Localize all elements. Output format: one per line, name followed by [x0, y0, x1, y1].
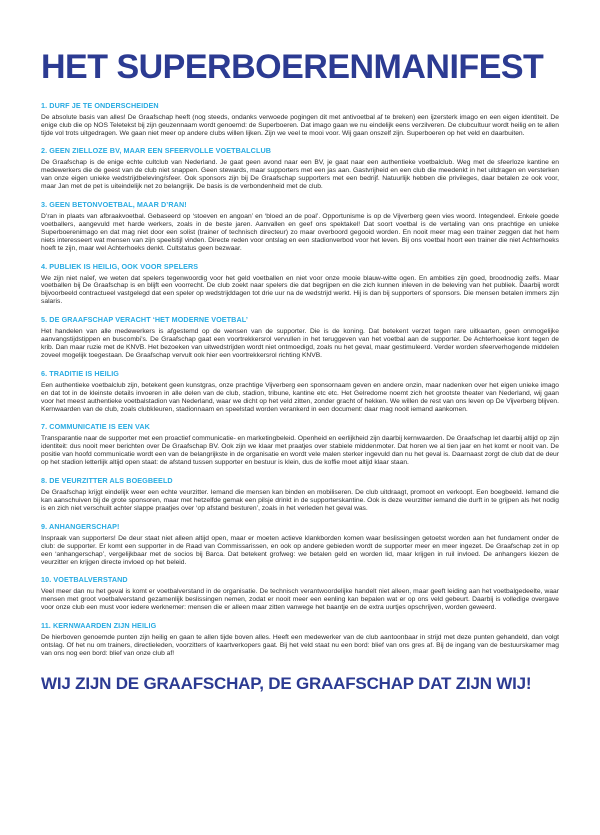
page-title: HET SUPERBOERENMANIFEST — [41, 48, 544, 86]
section-10-body: Veel meer dan nu het geval is komt er voetbalverstand in de organisatie. De technisch verantwoordelijke handelt niet alleen, maar geeft leiding aan het voetbalgedeelte, waar mensen met groot voetbalverstand gezamenlijk beslissingen nemen, zodat er nooit meer een eenling kan bepalen wat er op ons veld gebeurt. Daarbij is volledige overgave voor onze club een must voor iedere werknemer: mensen die er alleen maar zitten vanwege het baantje en de extra uurtjes opschrijven, worden geweerd. — [41, 588, 559, 612]
section-11-kernwaarden-zijn-heilig — [41, 621, 559, 658]
section-7-heading: 7. COMMUNICATIE IS EEN VAK — [41, 422, 150, 432]
section-7-body: Transparantie naar de supporter met een proactief communicatie- en marketingbeleid. Openheid en eerlijkheid zijn daarbij kernwaarden. De Graafschap let daarbij altijd op zijn identiteit: dus nooit meer berichten over De Graafschap BV. Ook zijn we klaar met praatjes over stabiele middenmoter. Dat horen we al tien jaar en het komt er nooit van. De positie van hoofd communicatie wordt een van de belangrijkste in de organisatie en wordt vele malen sterker ingevuld dan nu het geval is. Daarnaast zorgt de club dat de deur op het stadion letterlijk altijd open staat: de afstand tussen supporter en bestuur is klein, dus de koffie moet altijd klaar staan. — [41, 435, 559, 467]
section-8-heading: 8. DE VEURZITTER ALS BOEGBEELD — [41, 476, 173, 486]
section-4-body: We zijn niet naïef, we weten dat spelers tegenwoordig voor het geld voetballen en niet voor onze mooie blauw-witte ogen. En ambities zijn goed, broodnodig zelfs. Maar voetballen bij De Graafschap is en blijft een voorrecht. De club zoekt naar spelers die dat begrijpen en die zich kunnen inleven in de beleving van het publiek. Daarbij wordt bijvoorbeeld contractueel vastgelegd dat een speler op wedstrijddagen tot drie uur na de wedstrijd werkt. Hij is dan bij supporters of sponsors. Die mensen betalen immers zijn salaris. — [41, 274, 559, 306]
section-2-geen-zielloze-bv — [41, 146, 559, 191]
section-4-publiek-is-heilig — [41, 262, 559, 307]
section-4-heading: 4. PUBLIEK IS HEILIG, OOK VOOR SPELERS — [41, 261, 199, 271]
closing-slogan: WIJ ZIJN DE GRAAFSCHAP, DE GRAAFSCHAP DAT ZIJN WIJ! — [41, 673, 532, 693]
section-3-geen-betonvoetbal — [41, 200, 559, 253]
section-9-anhangerschap — [41, 522, 559, 567]
section-3-heading: 3. GEEN BETONVOETBAL, MAAR D’RAN! — [41, 200, 187, 210]
section-1-heading: 1. DURF JE TE ONDERSCHEIDEN — [41, 100, 159, 110]
section-2-body: De Graafschap is de enige echte cultclub van Nederland. Je gaat geen avond naar een BV, je gaat naar een authentieke voetbalclub. Weg met de sfeerloze kantine en medewerkers die de geest van de club niet snappen. Geen stewards, maar supporters met een jas aan. Gastvrijheid en een club die meedenkt in het uitdragen en versterken van onze eigen unieke wedstrijdbeleving/sfeer. Ook sponsors zijn bij De Graafschap supporters met een bedrijf. Natuurlijk hebben die privileges, daar betalen ze ook voor, maar Jan met de pet is uiteindelijk net zo belangrijk. De basis is de verbondenheid met de club. — [41, 159, 559, 191]
section-5-body: Het handelen van alle medewerkers is afgestemd op de wensen van de supporter. Die is de koning. Dat betekent verzet tegen rare uitkaarten, geen onmogelijke aanvangstijdstippen en buscombi’s. De Graafschap gaat een voortrekkersrol vervullen in het teruggeven van het voetbal aan de supporter. De Achterhoekse kont tegen de krib. Dan maar ruzie met de KNVB. Het bezoeken van uitwedstrijden wordt niet ontmoedigd, zoals nu het geval, maar gestimuleerd. Verder worden sfeerverhogende middelen zoveel mogelijk toegestaan. De Graafschap vervult ook hier een voortrekkersrol richting KNVB. — [41, 328, 559, 359]
section-10-voetbalverstand — [41, 575, 559, 612]
section-8-veurzitter-als-boegbeeld — [41, 476, 559, 513]
section-7-communicatie-is-een-vak — [41, 422, 559, 467]
section-11-heading: 11. KERNWAARDEN ZIJN HEILIG — [41, 621, 157, 631]
section-1-durf-je-te-onderscheiden — [41, 101, 559, 138]
section-5-veracht-moderne-voetbal — [41, 315, 559, 360]
section-8-body: De Graafschap krijgt eindelijk weer een echte veurzitter. Iemand die mensen kan binden en mobiliseren. De club uitdraagt, promoot en verkoopt. Een boegbeeld. Iemand die kan aanschuiven bij de grote sponsoren, maar met hetzelfde gemak een pilsje drinkt in de supporterskantine. Ook is deze veurzitter iemand die durft in te grijpen als het nodig is en zich niet verschuilt achter slappe praatjes over ‘op afstand besturen’, zoals in het verleden het geval was. — [41, 489, 559, 512]
section-11-body: De hierboven genoemde punten zijn heilig en gaan te allen tijde boven alles. Heeft een medewerker van de club aantoonbaar in strijd met deze punten gehandeld, dan volgt ontslag. Of het nu om trainers, directieleden, voorzitters of kaartverkopers gaat. Bij het veld staat nu een bord: blief van ons gres af. Bij de ingang van de bestuurskamer mag van ons nog een bord: blief van onze club af! — [41, 634, 559, 657]
section-6-body: Een authentieke voetbalclub zijn, betekent geen kunstgras, onze prachtige Vijverberg een sponsornaam geven en andere onzin, maar nadenken over het eigen unieke imago en dat tot in de kleinste details invoeren in alle delen van de club, stadion, tribune, kantine etc etc. Het Gelredome noemt zich het grootste theater van Nederland, wij gaan voor het meest authentieke voetbalstadion van Nederland, waar we dicht op het veld zitten, zonder gracht of hekken. We willen de rest van ons leven op De Vijverberg blijven. Kernwaarden van de club, zoals clubkleuren, stadionnaam en speelstad worden verankerd in een document: daar mag nooit iemand aankomen. — [41, 381, 559, 413]
section-2-heading: 2. GEEN ZIELLOZE BV, MAAR EEN SFEERVOLLE VOETBALCLUB — [41, 146, 272, 156]
section-10-heading: 10. VOETBALVERSTAND — [41, 575, 128, 585]
section-6-traditie-is-heilig — [41, 369, 559, 414]
section-5-heading: 5. DE GRAAFSCHAP VERACHT ‘HET MODERNE VOETBAL’ — [41, 315, 248, 325]
section-9-heading: 9. ANHANGERSCHAP! — [41, 521, 120, 531]
section-6-heading: 6. TRADITIE IS HEILIG — [41, 368, 119, 378]
section-1-body: De absolute basis van alles! De Graafschap heeft (nog steeds, ondanks verwoede pogingen dit met antivoetbal af te breken) een ijzersterk imago en een eigen identiteit. De enige club die op NOS Teletekst bij zijn geuzennaam wordt genoemd: de Superboeren. Dat imago gaan we nu eindelijk eens verzilveren. De clubcultuur wordt heilig en te allen tijde vol trots uitgedragen. We gaan niet meer op andere clubs willen lijken. Zijn we veel te mooi voor. Wij gaan onszelf zijn. Superboeren op het veld en daarbuiten. — [41, 113, 559, 137]
section-9-body: Inspraak van supporters! De deur staat niet alleen altijd open, maar er moeten actieve klankborden komen waar beslissingen getoetst worden aan het fundament onder de club: de supporter. Er komt een supporter in de Raad van Commissarissen, en ook op andere gebieden wordt de supporter meer en meer ingezet. De Graafschap zet in op een ‘anhangerschap’, vergelijkbaar met de socios bij Barca. Dat betekent grofweg: we betalen geld en worden lid, maar krijgen in ruil invloed. De anhangers kiezen de veurzitter en krijgen directe invloed op het beleid. — [41, 534, 559, 566]
section-3-body: D’ran in plaats van afbraakvoetbal. Gebaseerd op ‘stoeven en angoan’ en ‘bloed an de poal’. Opportunisme is op de Vijverberg geen vies woord. Integendeel. Enkele goede voetballers, aangevuld met harde werkers, zoals in de beste jaren. Aanvallen en geef ons spektakel! Dat soort voetbal is de vertaling van ons prachtige en unieke Superboerenimago en dat mag niet door een solist (trainer of technisch directeur) zo maar overboord gegooid worden. En nooit meer mag een trainer zeggen dat het hem niets interesseert wat mensen van zijn speelstijl vinden. Directe reden voor ontslag en een stadionverbod voor het leven. Bij ons voetbal hoort een trainer die niet Achterhoeks hoeft te zijn, maar wel Achterhoeks denkt. Cultstatus geen bezwaar. — [41, 213, 559, 252]
